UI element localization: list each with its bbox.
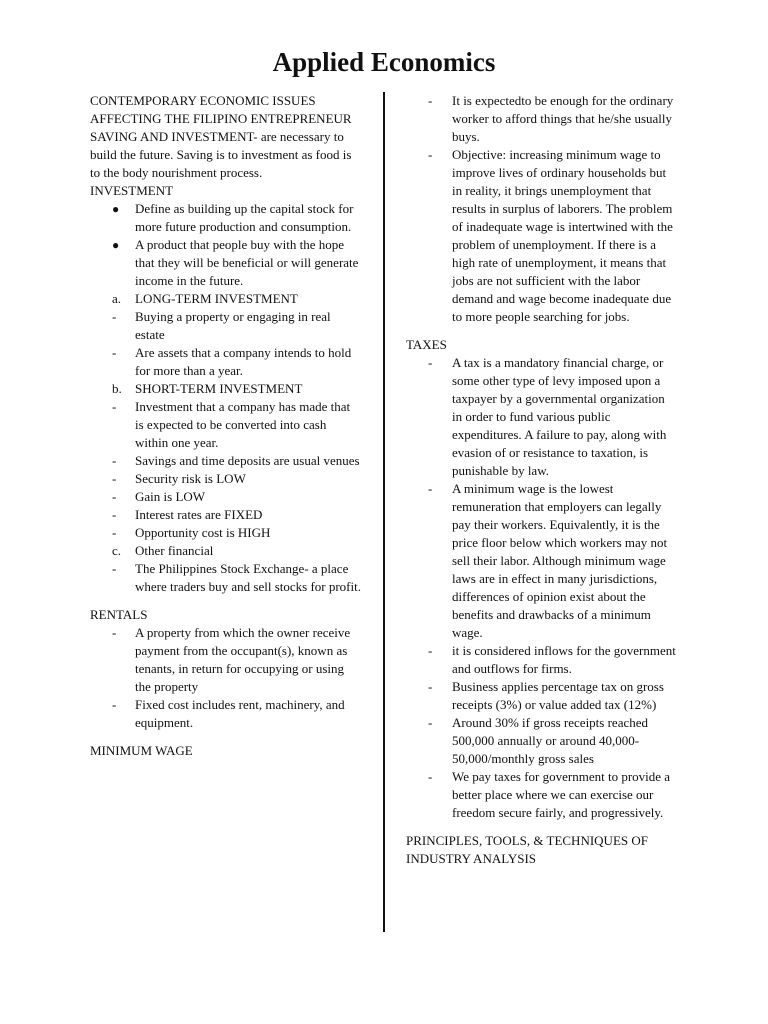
section-header-economic-issues: CONTEMPORARY ECONOMIC ISSUES AFFECTING THE FILIPINO ENTREPRENEUR (90, 93, 352, 126)
list-item (406, 480, 678, 642)
list-item-text: Define as building up the capital stock for more future production and consumption. (135, 201, 354, 234)
list-item-text: It is expectedto be enough for the ordinary worker to afford things that he/she usually buys. (452, 93, 674, 144)
list-item (406, 642, 678, 678)
list-item-text: Are assets that a company intends to hold for more than a year. (135, 345, 352, 378)
list-marker: - (112, 525, 117, 540)
list-marker: c. (112, 543, 122, 558)
list-item-text: Other financial (135, 543, 214, 558)
list-item (406, 678, 678, 714)
list-item-text: SHORT-TERM INVESTMENT (135, 381, 303, 396)
list-item (406, 714, 678, 768)
list-item (90, 290, 362, 308)
list-marker: - (428, 481, 433, 496)
list-marker: - (112, 399, 117, 414)
list-item (406, 92, 678, 146)
list-item-text: Fixed cost includes rent, machinery, and equipment. (135, 697, 345, 730)
list-item-text: Investment that a company has made that is expected to be converted into cash within one year. (135, 399, 351, 450)
list-item-text: Business applies percentage tax on gross receipts (3%) or value added tax (12%) (452, 679, 664, 712)
bullet-icon: ● (112, 238, 120, 252)
list-marker: - (428, 679, 433, 694)
list-item (90, 524, 362, 542)
list-item-text: A tax is a mandatory financial charge, or some other type of levy imposed upon a taxpayer by a governmental organization in order to fund various public expenditures. A failure to pay, along with evasion of or resistance to taxation, is punishable by law. (452, 355, 667, 478)
list-marker: b. (112, 381, 122, 396)
list-marker: - (112, 489, 117, 504)
list-item (90, 506, 362, 524)
list-item-text: Gain is LOW (135, 489, 206, 504)
rentals-heading: RENTALS (90, 607, 148, 622)
list-item-text: The Philippines Stock Exchange- a place where traders buy and sell stocks for profit. (135, 561, 361, 594)
list-item-text: Opportunity cost is HIGH (135, 525, 271, 540)
list-item-text: Savings and time deposits are usual venues (135, 453, 360, 468)
list-item-text: A minimum wage is the lowest remuneration that employers can legally pay their workers. Equivalently, it is the price floor below which workers may not sell their labor. Although minimum wage laws are in effect in many jurisdictions, differences of opinion exist about the benefits and drawbacks of a minimum wage. (452, 481, 668, 640)
list-item (90, 236, 362, 290)
list-marker: - (428, 147, 433, 162)
list-marker: a. (112, 291, 122, 306)
bullet-icon: ● (112, 202, 120, 216)
list-item (406, 146, 678, 326)
list-item (90, 624, 362, 696)
list-item-text: We pay taxes for government to provide a better place where we can exercise our freedom secure fairly, and progressively. (452, 769, 671, 820)
column-divider (383, 92, 385, 932)
list-item (90, 200, 362, 236)
list-item (90, 470, 362, 488)
list-item-text: Interest rates are FIXED (135, 507, 263, 522)
investment-bullet-list (90, 200, 362, 290)
list-item (90, 308, 362, 344)
minimum-wage-heading: MINIMUM WAGE (90, 743, 193, 758)
list-marker: - (112, 507, 117, 522)
list-item (406, 768, 678, 822)
list-item (90, 560, 362, 596)
list-item (90, 380, 362, 398)
wage-item-list (406, 92, 678, 326)
taxes-heading: TAXES (406, 337, 447, 352)
list-marker: - (428, 643, 433, 658)
list-item (90, 696, 362, 732)
list-marker: - (112, 697, 117, 712)
list-item-text: Objective: increasing minimum wage to improve lives of ordinary households but in reality, it brings unemployment that results in surplus of laborers. The problem of inadequate wage is intertwined with the problem of unemployment. If there is a high rate of unemployment, it means that jobs are not sufficient with the labor demand and wage become inadequate due to more people searching for jobs. (452, 147, 673, 324)
document-title: Applied Economics (272, 47, 496, 77)
list-item-text: A product that people buy with the hope that they will be beneficial or will generate income in the future. (135, 237, 359, 288)
list-item-text: Security risk is LOW (135, 471, 246, 486)
investment-item-list (90, 290, 362, 596)
taxes-item-list (406, 354, 678, 822)
list-item (90, 452, 362, 470)
principles-heading: PRINCIPLES, TOOLS, & TECHNIQUES OF INDUSTRY ANALYSIS (406, 833, 648, 866)
list-marker: - (112, 561, 117, 576)
investment-heading: INVESTMENT (90, 183, 174, 198)
list-item-text: A property from which the owner receive payment from the occupant(s), known as tenants, in return for occupying or using the property (135, 625, 351, 694)
list-item-text: LONG-TERM INVESTMENT (135, 291, 298, 306)
list-marker: - (112, 625, 117, 640)
list-marker: - (428, 769, 433, 784)
saving-investment-paragraph: SAVING AND INVESTMENT- are necessary to build the future. Saving is to investment as food is to the body nourishment process. (90, 129, 352, 180)
list-item (90, 488, 362, 506)
list-marker: - (428, 355, 433, 370)
list-item-text: Around 30% if gross receipts reached 500,000 annually or around 40,000-50,000/monthly gross sales (452, 715, 649, 766)
left-column (90, 92, 362, 760)
list-item-text: it is considered inflows for the government and outflows for firms. (452, 643, 676, 676)
list-item-text: Buying a property or engaging in real estate (135, 309, 331, 342)
list-marker: - (428, 93, 433, 108)
list-marker: - (112, 345, 117, 360)
right-column (406, 92, 678, 868)
list-item (406, 354, 678, 480)
list-marker: - (112, 309, 117, 324)
list-marker: - (112, 471, 117, 486)
list-item (90, 398, 362, 452)
rentals-item-list (90, 624, 362, 732)
list-marker: - (428, 715, 433, 730)
list-marker: - (112, 453, 117, 468)
list-item (90, 344, 362, 380)
list-item (90, 542, 362, 560)
